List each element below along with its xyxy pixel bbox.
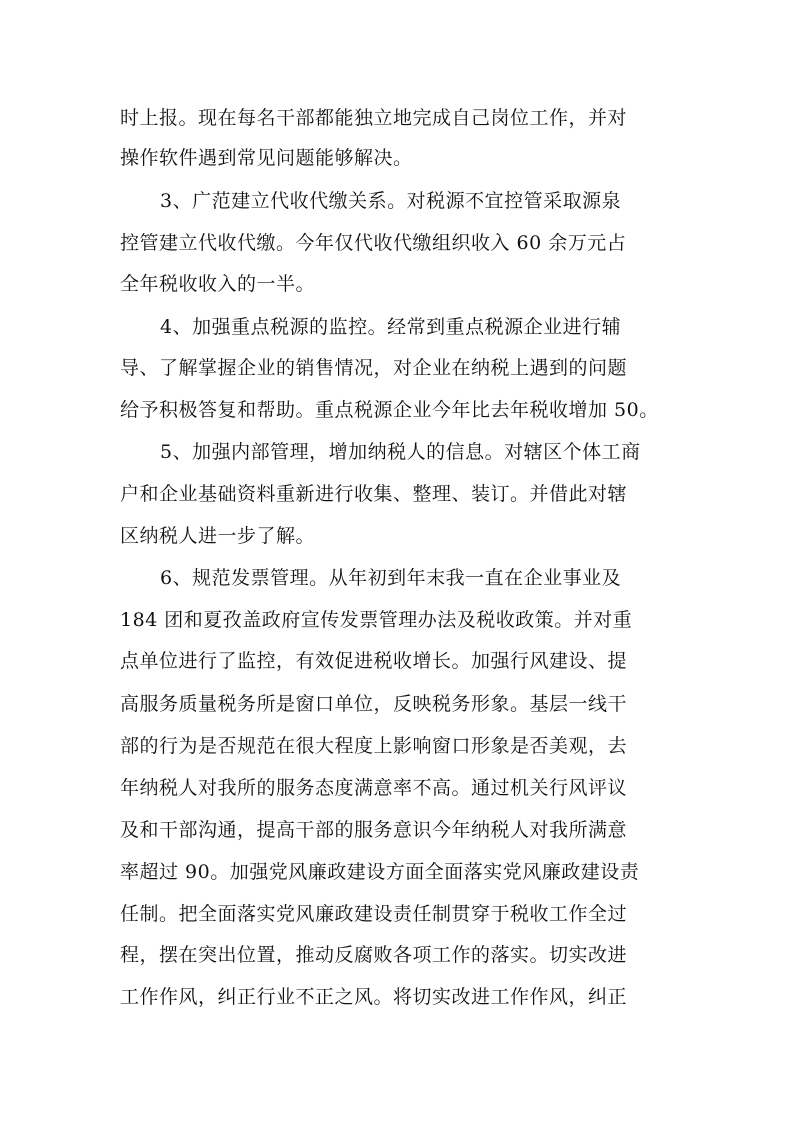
text-line: 点单位进行了监控，有效促进税收增长。加强行风建设、提: [120, 650, 628, 672]
text-line: 率超过 90。加强党风廉政建设方面全面落实党风廉政建设责: [120, 861, 640, 883]
text-line: 工作作风，纠正行业不正之风。将切实改进工作作风，纠正: [120, 986, 628, 1008]
text-line: 区纳税人进一步了解。: [120, 525, 316, 547]
text-line: 184 团和夏孜盖政府宣传发票管理办法及税收政策。并对重: [120, 609, 633, 631]
text-line: 户和企业基础资料重新进行收集、整理、装订。并借此对辖: [120, 483, 628, 505]
text-line: 给予积极答复和帮助。重点税源企业今年比去年税收增加 50。: [120, 399, 659, 421]
text-line: 全年税收收入的一半。: [120, 273, 316, 295]
text-line: 高服务质量税务所是窗口单位，反映税务形象。基层一线干: [120, 693, 628, 715]
text-line: 程，摆在突出位置，推动反腐败各项工作的落实。切实改进: [120, 944, 628, 966]
text-line: 部的行为是否规范在很大程度上影响窗口形象是否美观，去: [120, 735, 628, 757]
text-line: 操作软件遇到常见问题能够解决。: [120, 147, 413, 169]
text-line: 年纳税人对我所的服务态度满意率不高。通过机关行风评议: [120, 777, 628, 799]
text-line: 控管建立代收代缴。今年仅代收代缴组织收入 60 余万元占: [120, 232, 627, 254]
text-line: 导、了解掌握企业的销售情况，对企业在纳税上遇到的问题: [120, 357, 628, 379]
text-line: 时上报。现在每名干部都能独立地完成自己岗位工作，并对: [120, 107, 628, 129]
text-line: 3、广范建立代收代缴关系。对税源不宜控管采取源泉: [160, 190, 622, 212]
text-line: 及和干部沟通，提高干部的服务意识今年纳税人对我所满意: [120, 819, 628, 841]
text-line: 4、加强重点税源的监控。经常到重点税源企业进行辅: [160, 316, 622, 338]
text-line: 6、规范发票管理。从年初到年末我一直在企业事业及: [160, 567, 622, 589]
text-line: 5、加强内部管理，增加纳税人的信息。对辖区个体工商: [160, 441, 641, 463]
text-line: 任制。把全面落实党风廉政建设责任制贯穿于税收工作全过: [120, 903, 628, 925]
